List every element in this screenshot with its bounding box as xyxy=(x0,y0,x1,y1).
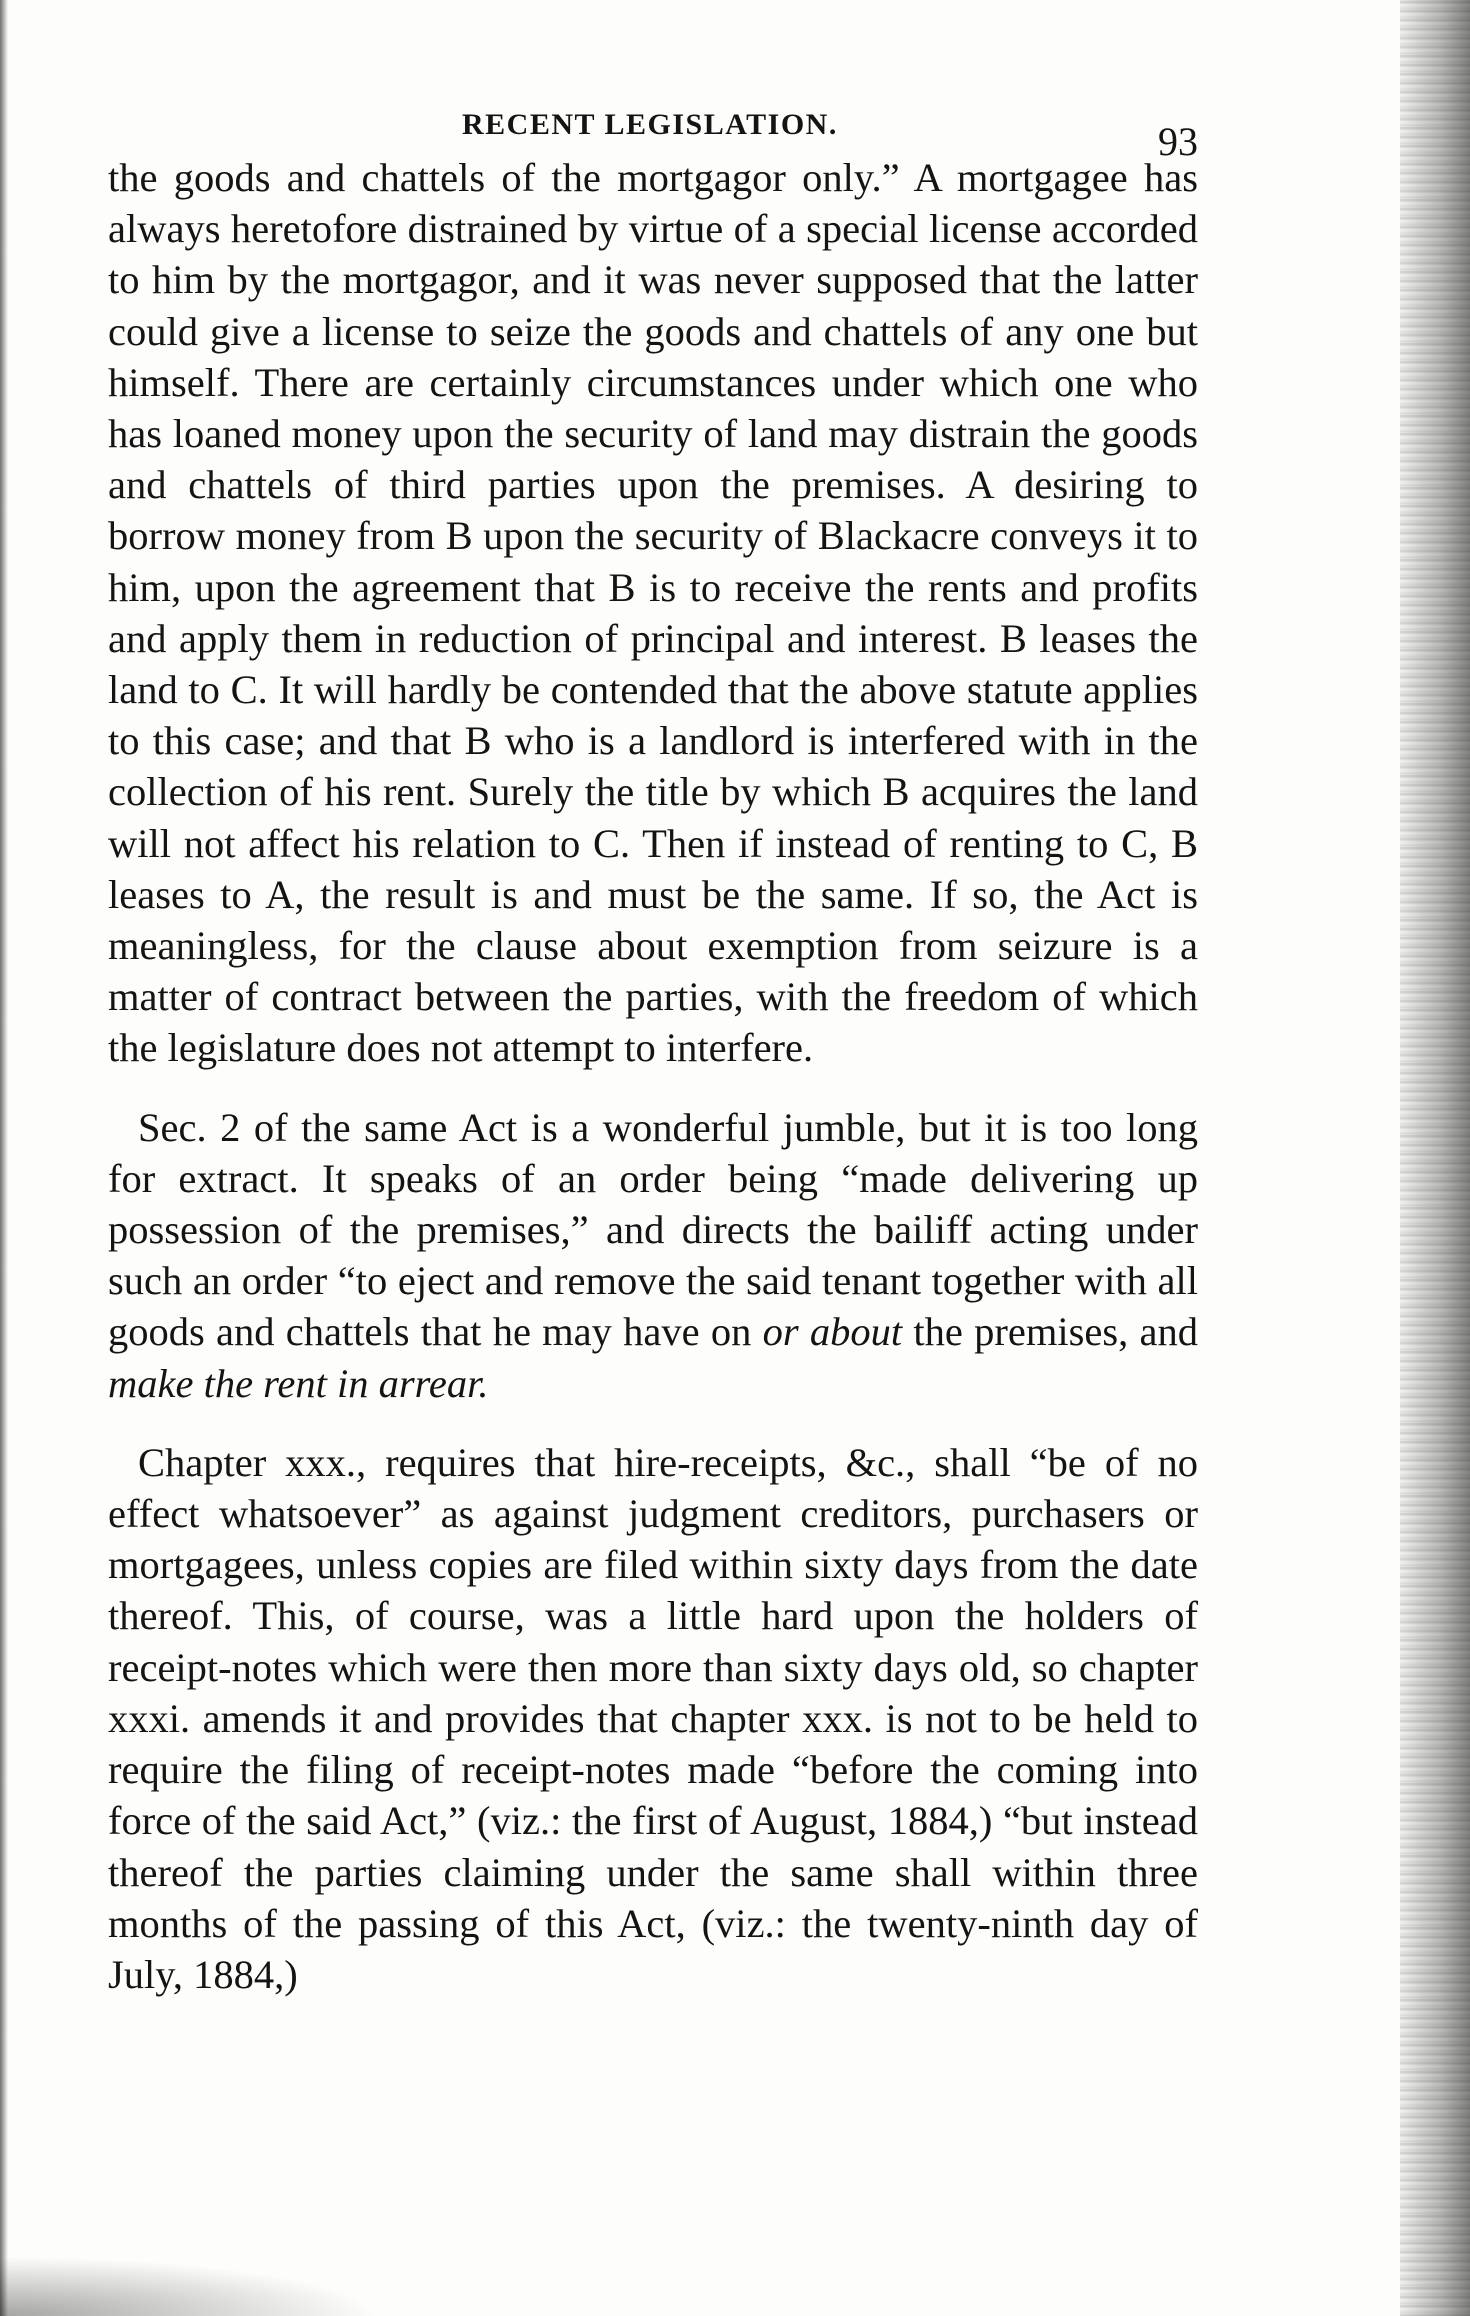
page-bottom-corner-shadow xyxy=(0,2256,380,2316)
paragraph-2-italic-a: or about xyxy=(762,1309,903,1355)
paragraph-2-text-b: the premises, and xyxy=(902,1309,1198,1355)
paragraph-3: Chapter xxx., requires that hire-receipts, &c., shall “be of no effect whatsoever” as against judgment creditors, purchasers or mortgagees, unless copies are filed within sixty days from the date thereof. This, of course, was a little hard upon the holders of receipt-notes which were then more than sixty days old, so chapter xxxi. amends it and provides that chapter xxx. is not to be held to require the filing of receipt-notes made “before the coming into force of the said Act,” (viz.: the first of August, 1884,) “but instead thereof the parties claiming under the same shall within three months of the passing of this Act, (viz.: the twenty-ninth day of July, 1884,) xyxy=(108,1439,1198,1997)
paragraph-2 xyxy=(108,1102,1198,1409)
page-left-edge-shadow xyxy=(0,0,8,2316)
paragraph-1: the goods and chattels of the mortgagor only.” A mortgagee has always heretofore distrained by virtue of a special license accorded to him by the mortgagor, and it was never supposed that the latter could give a license to seize the goods and chattels of any one but himself. There are certainly circumstances under which one who has loaned money upon the security of land may distrain the goods and chattels of third parties upon the premises. A desiring to borrow money from B upon the security of Blackacre conveys it to him, upon the agreement that B is to receive the rents and profits and apply them in reduction of principal and interest. B leases the land to C. It will hardly be contended that the above statute applies to this case; and that B who is a landlord is interfered with in the collection of his rent. Surely the title by which B acquires the land will not affect his relation to C. Then if instead of renting to C, B leases to A, the result is and must be the same. If so, the Act is meaningless, for the clause about exemption from seizure is a matter of contract between the parties, with the freedom of which the legislature does not attempt to interfere. xyxy=(108,155,1198,1071)
paragraph-2-text-a: Sec. 2 of the same Act is a wonderful jumble, but it is too long for extract. It speaks of an order being “made delivering up possession of the premises,” and directs the bailiff acting under such an order “to eject and remove the said tenant together with all goods and chattels that he may have on xyxy=(108,1104,1198,1355)
running-head: RECENT LEGISLATION. xyxy=(462,108,838,141)
paragraph-2-italic-b: make the rent in arrear. xyxy=(108,1360,489,1406)
body-text xyxy=(108,152,1198,2000)
page-number: 93 xyxy=(1158,119,1198,164)
page-right-edge-shadow xyxy=(1400,0,1470,2316)
